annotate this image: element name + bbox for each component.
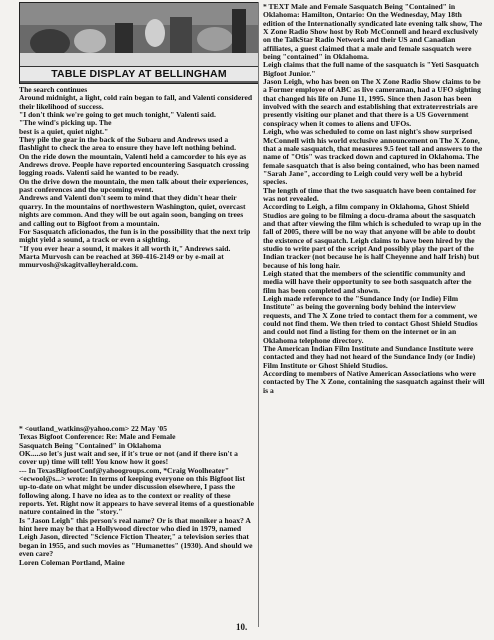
left-article-text: The search continues Around midnight, a light, cold rain began to fall, and Valenti considered their likelihood of success. "I don't think we're going to get much tonight," Valenti said. "The wind's picking up. The best is a quiet, quiet night." They pile the gear in the back of the Subaru and Andrews used a flashlight to check the area to ensure they have left nothing behind. On the ride down the mountain, Valenti held a camcorder to his eye as Andrews drove. People have reported encountering Sasquatch crossing logging roads. Valenti said he wanted to be ready. On the drive down the mountain, the men talk about their experiences, past conferences and the upcoming event. Andrews and Valenti don't seem to mind that they didn't hear their quarry. In the mountains of northwestern Washington, quiet, overcast nights are common. And they will be out again soon, banging on trees and calling out to Bigfoot from a mountain. For Sasquatch aficionados, the fun is in the possibility that the next trip might yield a sound, a track or even a sighting. "If you ever hear a sound, it makes it all worth it," Andrews said. Marta Murvosh can be reached at 360-416-2149 or by e-mail at mmurvosh@skagitvalleyherald.com. xyxy=(19,85,253,270)
photo-image xyxy=(20,3,258,67)
page-number: 10. xyxy=(236,622,248,632)
table-display-photo xyxy=(19,2,259,84)
right-article-text: * TEXT Male and Female Sasquatch Being "Contained" in Oklahoma: Hamilton, Ontario: On the Wednesday, May 18th edition of the Internationally syndicated late evening talk show, The X Zone Radio Show host by Rob McConnell and heard exclusively on the TalkStar Radio Network and their US and Canadian affiliates, a guest claimed that a male and female sasquatch were being "contained" in Oklahoma. Leigh claims that the full name of the sasquatch is "Yeti Sasquatch Bigfoot Junior." Jason Leigh, who has been on The X Zone Radio Show claims to be a Former employee of ABC as live cameraman, had a UFO sighting that changed his life on June 11, 1995. Since then Jason has been involved with the search and establishing that extraterrestrials are presently visiting our planet and that there is a US Government conspiracy when it comes to aliens and UFOs. Leigh, who was scheduled to come on last night's show surprised McConnell with his world exclusive announcement on The X Zone, that a male sasquatch, that measures 9.5 feet tall and answers to the name of "Otis" was tracked down and captured in Oklahoma. The female sasquatch that is also being contained, who has been named "Sarah Jane", according to Leigh could very well be a hybrid species. The length of time that the two sasquatch have been contained for was not revealed. According to Leigh, a film company in Oklahoma, Ghost Shield Studios are going to be filming a docu-drama about the sasquatch and that after viewing the film which is scheduled to wrap up in the fall of 2005, there will be no way that anyone will be able to doubt the existence of sasquatch. Leigh claims to have been hired by the studio to write part of the script And possibly play the part of the Indian tracker (not because he is half Cheyenne and half Irish) but because of his long hair. Leigh stated that the members of the scientific community and media will have their opportunity to see both sasquatch after the film has been completed and shown. Leigh made reference to the "Sundance Indy (or Indie) Film Institute" as being the governing body behind the interview requests, and The X Zone tried to contact them for a comment, we could not find them. We then tried to contact Ghost Shield Studios and could not find a listing for them on the internet or in an Oklahoma telephone directory. The American Indian Film Institute and Sundance Institute were contacted and they had not heard of the Sundance Indy (or Indie) Film Institute or Ghost Shield Studios. According to members of Native American Associations who were contacted by The X Zone, containing the sasquatch against their will is a xyxy=(263,2,485,395)
column-divider xyxy=(258,2,259,627)
photo-caption: TABLE DISPLAY AT BELLINGHAM xyxy=(20,66,258,81)
left-forum-post-text: * <outland_watkins@yahoo.com> 22 May '05 Texas Bigfoot Conference: Re: Male and Female Sasquatch Being "Contained" in Oklahoma OK.....so let's just wait and see, if it's true or not (and if there isn't a cover up) time will tell! You know how it goes! --- In TexasBigfootConf@yahoogroups.com, *Craig Woolheater" <ecwool@s...> wrote: In terms of keeping everyone on this Bigfoot list up-to-date on what might be under discussion elsewhere, I pass the following along. I have no idea as to the context or reality of these reports. Yet. Right now it appears to have several items of a questionable nature contained in the "story." Is "Jason Leigh" this person's real name? Or is that moniker a hoax? A hint here may be that a Hollywood director who died in 1979, named Leigh Jason, directed "Science Fiction Theater," a television series that began in 1955, and such movies as "Humanettes" (1930). And should we even care? Loren Coleman Portland, Maine xyxy=(19,424,254,567)
